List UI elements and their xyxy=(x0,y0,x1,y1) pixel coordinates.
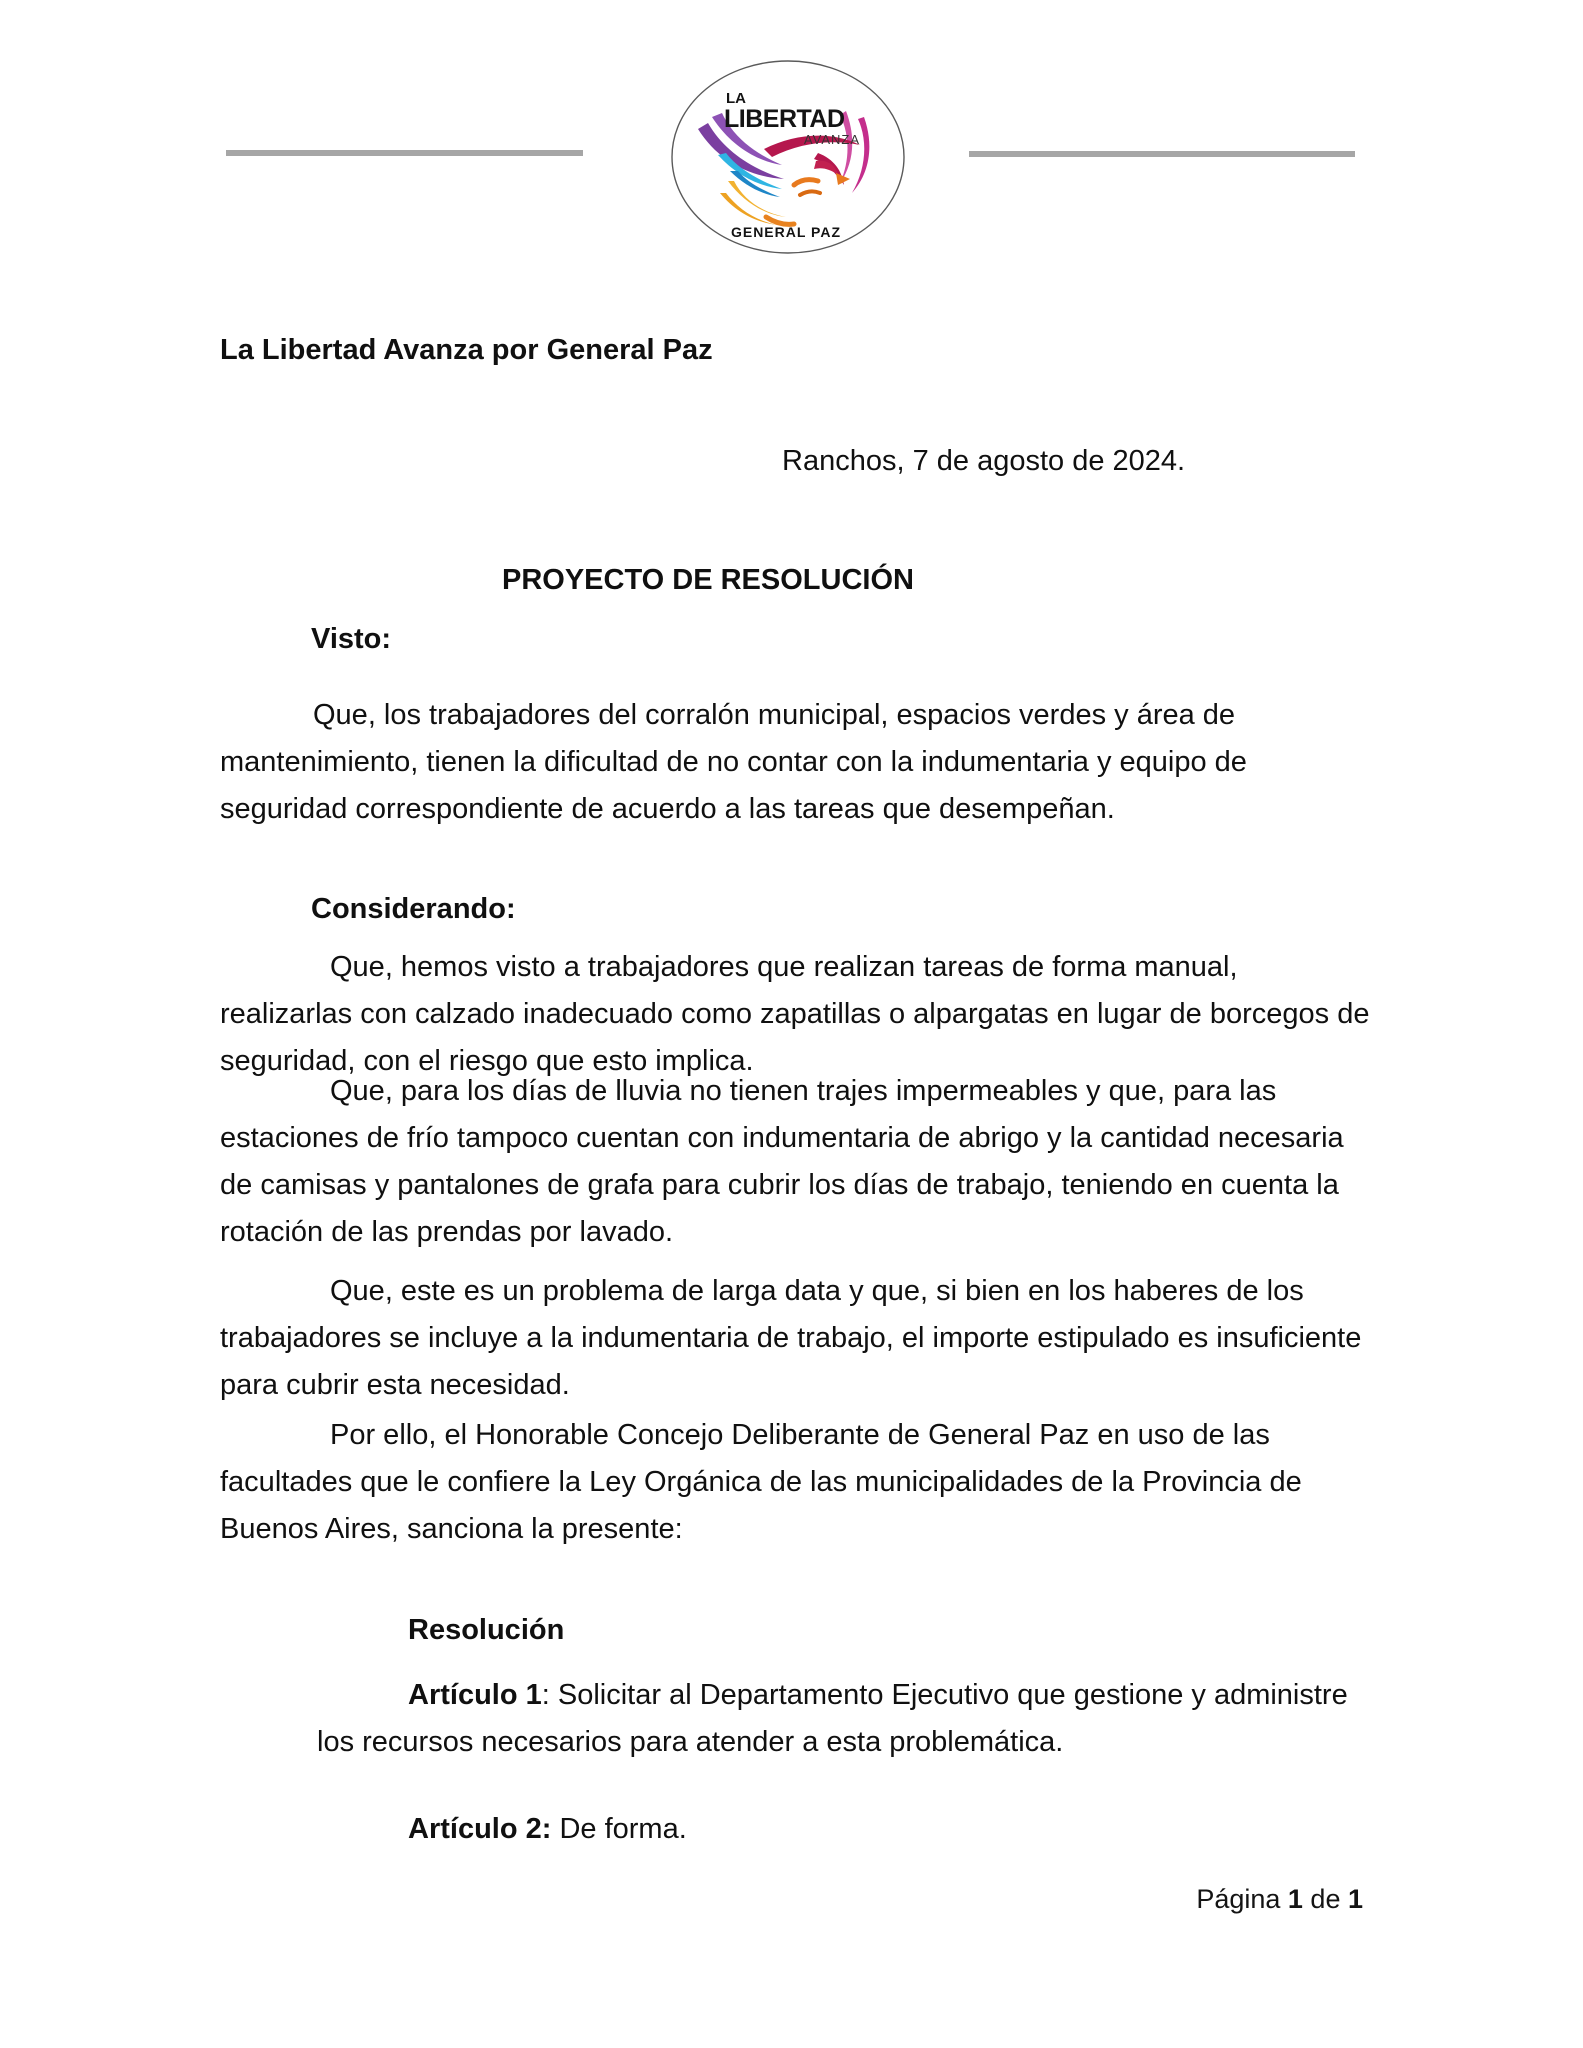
body-paragraph-2: Que, para los días de lluvia no tienen trajes impermeables y que, para las estaciones de frío tampoco cuentan con indumentaria de abrigo y la cantidad necesaria de camisas y pantalones de grafa para cubrir los días de trabajo, teniendo en cuenta la rotación de las prendas por lavado. xyxy=(220,1075,1344,1248)
dateline: Ranchos, 7 de agosto de 2024. xyxy=(782,445,1186,477)
org-title: La Libertad Avanza por General Paz xyxy=(220,334,713,366)
article-1-text: : Solicitar al Departamento Ejecutivo que gestione y administre los recursos necesarios para atender a esta problemática. xyxy=(317,1679,1348,1758)
considerando-label: Considerando: xyxy=(311,893,516,925)
logo-text-la: LA xyxy=(726,90,746,107)
body-paragraph-3: Que, este es un problema de larga data y que, si bien en los haberes de los trabajadores se incluye a la indumentaria de trabajo, el importe estipulado es insuficiente para cubrir esta necesidad. xyxy=(220,1275,1362,1401)
page-footer xyxy=(220,1884,1363,1915)
footer-page-number: 1 xyxy=(1287,1884,1303,1914)
body-paragraph-1: Que, hemos visto a trabajadores que realizan tareas de forma manual, realizarlas con calzado inadecuado como zapatillas o alpargatas en lugar de borcegos de seguridad, con el riesgo que esto implica. xyxy=(220,951,1370,1077)
logo-text-avanza: AVANZA xyxy=(803,132,860,147)
footer-separator: de xyxy=(1302,1884,1348,1914)
visto-label: Visto: xyxy=(311,623,392,655)
document-title: PROYECTO DE RESOLUCIÓN xyxy=(502,564,914,596)
party-logo xyxy=(668,56,908,258)
article-2-text: De forma. xyxy=(551,1813,687,1845)
party-logo-emblem xyxy=(668,56,908,258)
logo-text-district: GENERAL PAZ xyxy=(730,224,842,240)
footer-prefix: Página xyxy=(1196,1884,1288,1914)
visto-paragraph: Que, los trabajadores del corralón municipal, espacios verdes y área de mantenimiento, tienen la dificultad de no contar con la indumentaria y equipo de seguridad correspondiente de acuerdo a las tareas que desempeñan. xyxy=(220,699,1247,825)
logo-text-libertad: LIBERTAD xyxy=(724,105,845,133)
article-2-label: Artículo 2: xyxy=(408,1813,552,1845)
article-2 xyxy=(408,1806,1108,1853)
article-1-label: Artículo 1 xyxy=(408,1679,542,1711)
body-paragraph-4: Por ello, el Honorable Concejo Deliberante de General Paz en uso de las facultades que le confiere la Ley Orgánica de las municipalidades de la Provincia de Buenos Aires, sanciona la presente: xyxy=(220,1419,1302,1545)
article-1 xyxy=(317,1672,1370,1766)
footer-total-pages: 1 xyxy=(1347,1884,1363,1914)
resolucion-label: Resolución xyxy=(408,1614,565,1646)
header-rule-left xyxy=(226,150,583,156)
header-rule-right xyxy=(969,151,1355,157)
